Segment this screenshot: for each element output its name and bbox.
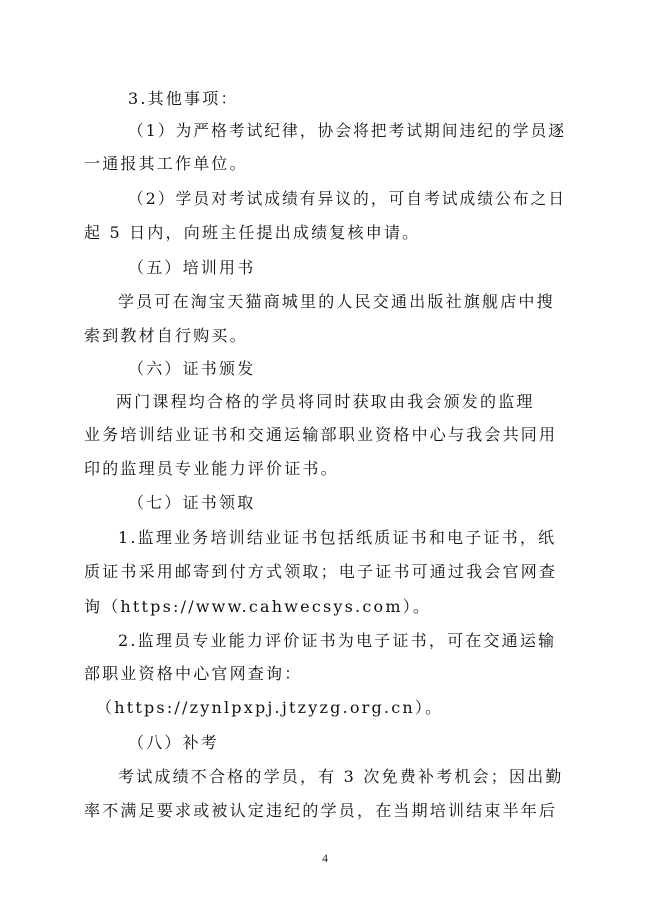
- section-5-text-line-1: 学员可在淘宝天猫商城里的人民交通出版社旗舰店中搜: [118, 292, 555, 311]
- section-7-item-2-line-1: 2.监理员专业能力评价证书为电子证书，可在交通运输: [118, 631, 557, 650]
- section-8-heading: （八）补考: [128, 733, 220, 752]
- item-3-2-text-line-1: （2）学员对考试成绩有异议的，可自考试成绩公布之日: [128, 189, 567, 208]
- page-number: 4: [322, 851, 328, 865]
- section-7-item-1-line-3: 询（https://www.cahwecsys.com）。: [84, 597, 432, 616]
- section-8-text-line-1: 考试成绩不合格的学员，有 3 次免费补考机会；因出勤: [118, 767, 564, 786]
- section-6-text-line-2: 业务培训结业证书和交通运输部职业资格中心与我会共同用: [84, 425, 558, 444]
- item-3-1-text-line-2: 一通报其工作单位。: [84, 154, 248, 173]
- item-3-2-text-line-2: 起 5 日内，向班主任提出成绩复核申请。: [84, 223, 421, 242]
- section-5-heading: （五）培训用书: [128, 258, 256, 277]
- section-7-item-1-line-1: 1.监理业务培训结业证书包括纸质证书和电子证书，纸: [118, 528, 557, 547]
- section-7-item-1-line-2: 质证书采用邮寄到付方式领取；电子证书可通过我会官网查: [84, 562, 558, 581]
- section-7-item-2-line-2: 部职业资格中心官网查询：: [84, 664, 303, 683]
- section-6-text-line-3: 印的监理员专业能力评价证书。: [84, 459, 339, 478]
- section-5-text-line-2: 索到教材自行购买。: [84, 326, 248, 345]
- section-8-text-line-2: 率不满足要求或被认定违纪的学员，在当期培训结束半年后: [84, 801, 558, 820]
- section-7-heading: （七）证书领取: [128, 493, 256, 512]
- section-6-text-line-1: 两门课程均合格的学员将同时获取由我会颁发的监理: [116, 392, 535, 411]
- section-6-heading: （六）证书颁发: [128, 359, 256, 378]
- section-7-item-2-line-3: （https://zynlpxpj.jtzyzg.org.cn）。: [96, 698, 444, 717]
- item-3-heading: 3.其他事项：: [128, 89, 239, 108]
- item-3-1-text-line-1: （1）为严格考试纪律，协会将把考试期间违纪的学员逐: [128, 121, 567, 140]
